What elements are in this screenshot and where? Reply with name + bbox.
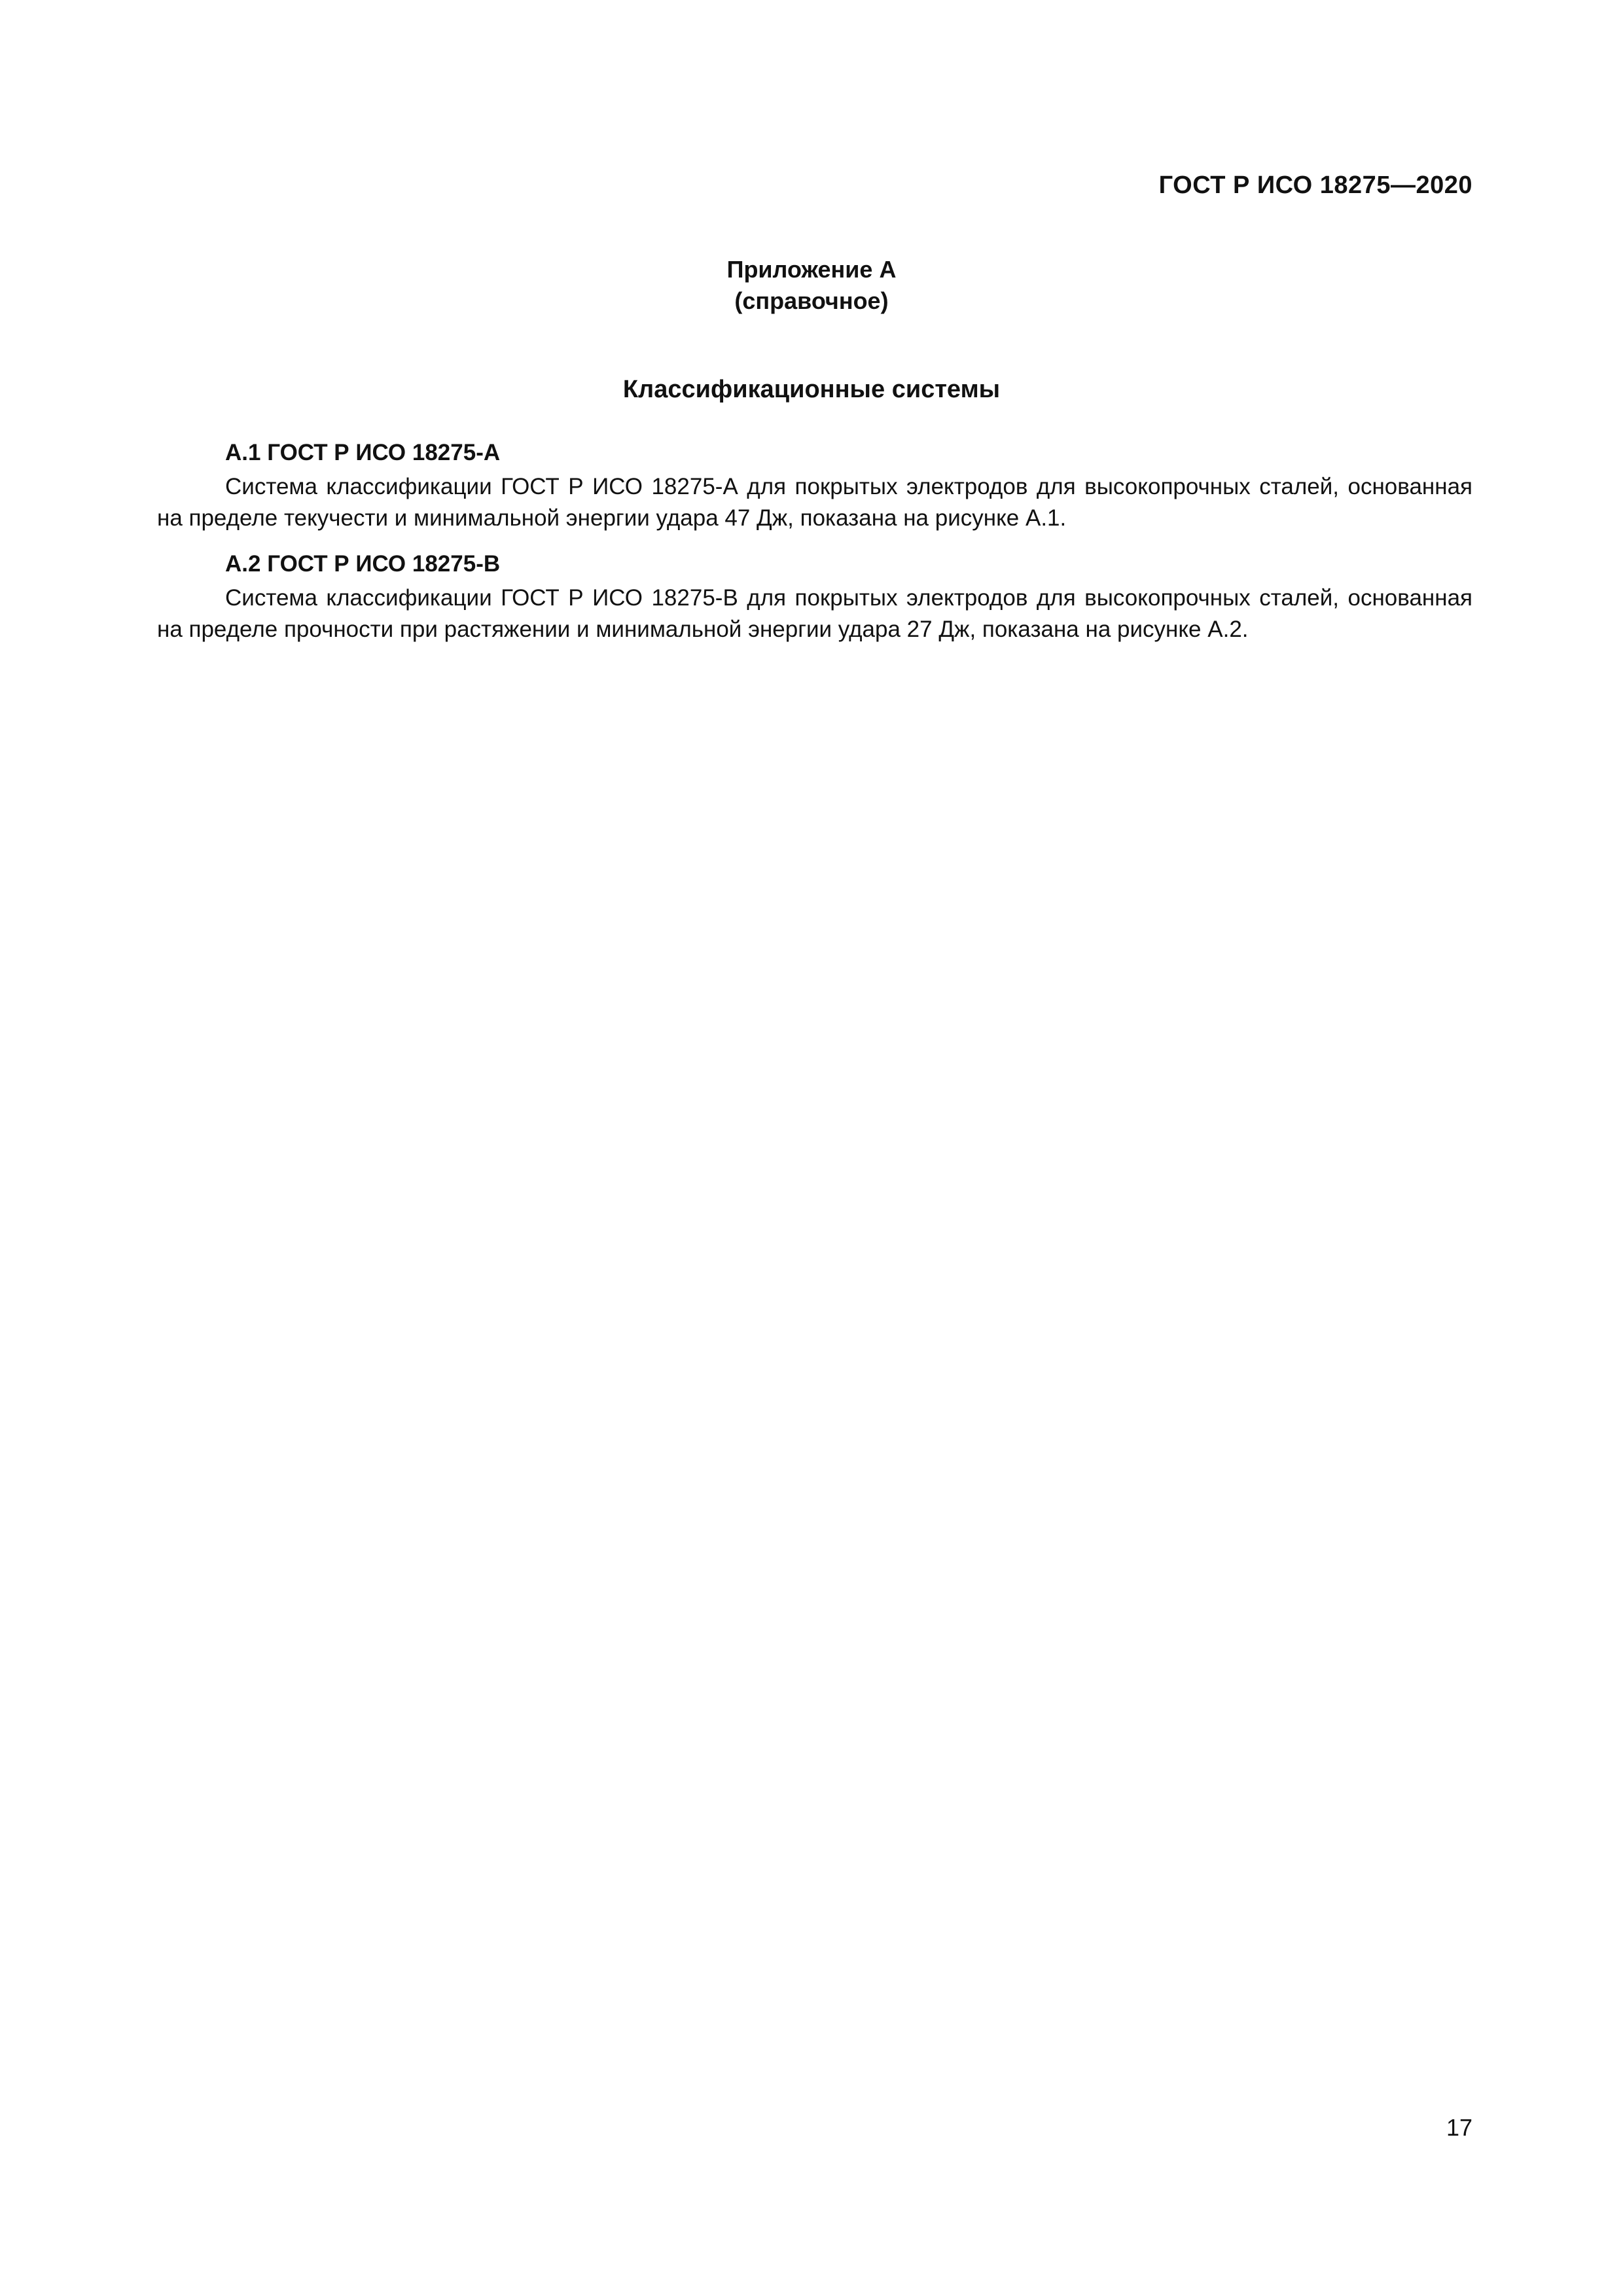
- subsection-title-a1: А.1 ГОСТ Р ИСО 18275-А: [225, 440, 501, 465]
- section-content: [157, 437, 1472, 645]
- section-title: Классификационные системы: [622, 376, 1001, 403]
- document-code-header: ГОСТ Р ИСО 18275—2020: [1158, 171, 1472, 199]
- subsection-body-a1: Система классификации ГОСТ Р ИСО 18275-А для покрытых электродов для высокопрочных сталей, основанная на пределе текучести и минимальной энергии удара 47 Дж, показана на рисунке А.1.: [157, 474, 1472, 531]
- subsection-title-a2: А.2 ГОСТ Р ИСО 18275-В: [225, 551, 501, 577]
- annex-title: Приложение А: [726, 256, 897, 283]
- annex-kind: (справочное): [734, 287, 889, 314]
- subsection-body-a2: Система классификации ГОСТ Р ИСО 18275-В для покрытых электродов для высокопрочных сталей, основанная на пределе прочности при растяжении и минимальной энергии удара 27 Дж, показана на рисунке А.2.: [157, 585, 1472, 642]
- annex-heading: [0, 254, 1623, 317]
- page-number: 17: [1446, 2114, 1472, 2141]
